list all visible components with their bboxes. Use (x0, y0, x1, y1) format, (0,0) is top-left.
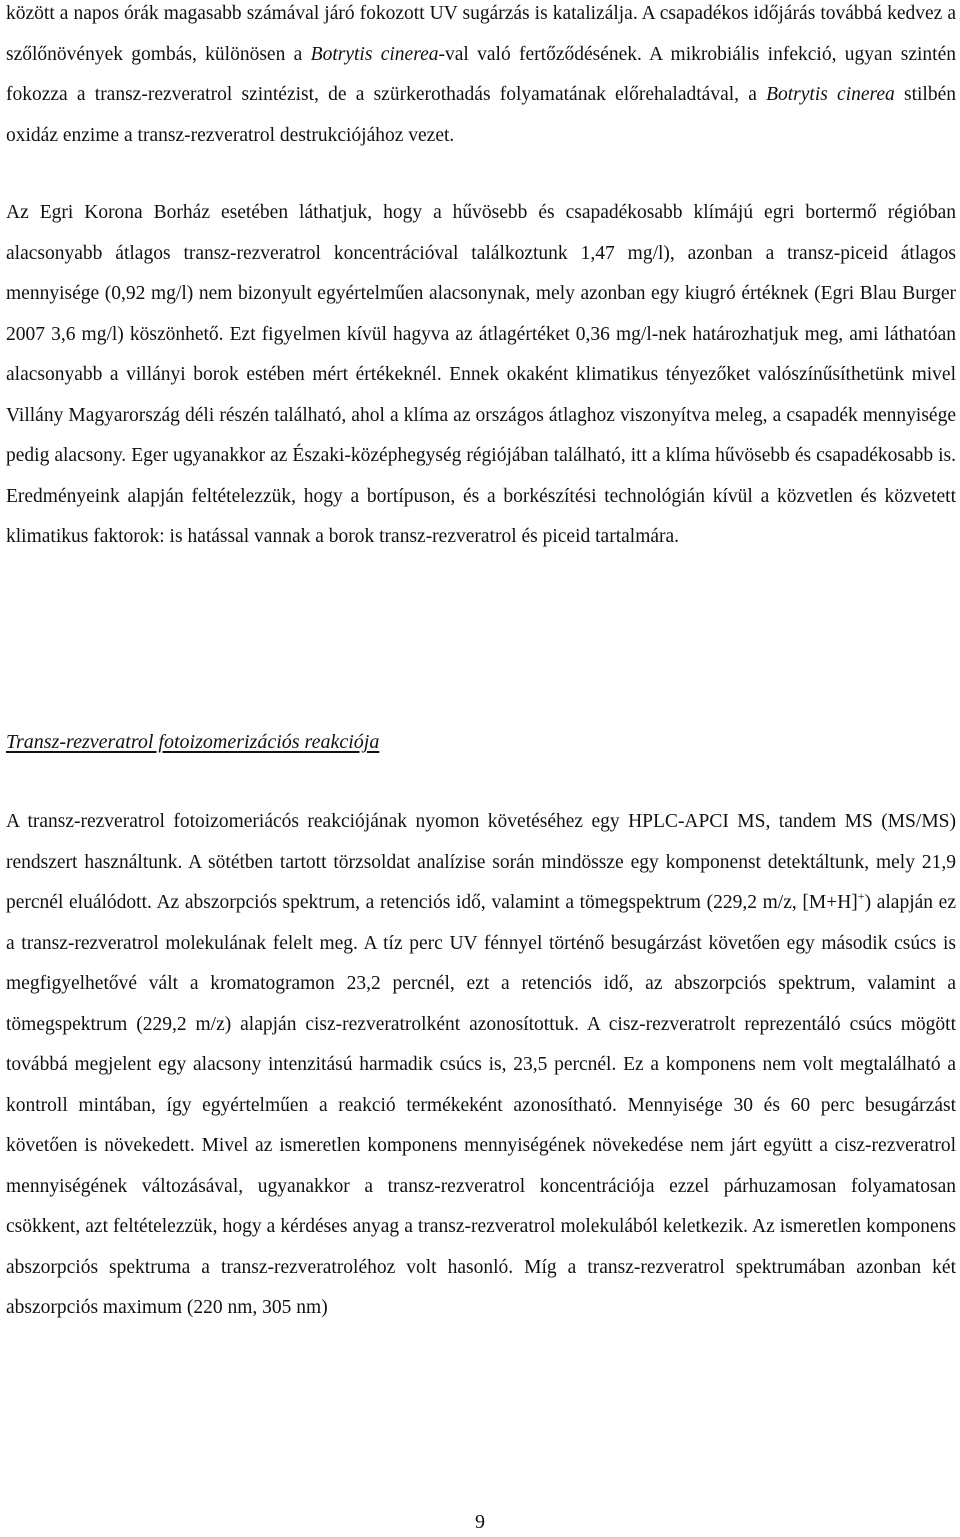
text-run: ) alapján ez a transz-rezveratrol molekulának felelt meg. A tíz perc UV fénnyel történő besugárzást követően egy második csúcs is megfigyelhetővé vált a kromatogramon 23,2 percnél, ezt a retenciós idő, az abszorpciós spektrum, valamint a tömegspektrum (229,2 m/z) alapján cisz-rezveratrolként azonosítottuk. A cisz-rezveratrolt reprezentáló csúcs mögött továbbá megjelent egy alacsony intenzitású harmadik csúcs is, 23,5 percnél. Ez a komponens nem volt megtalálható a kontroll mintában, így egyértelműen a reakció termékeként azonosítható. Mennyisége 30 és 60 perc besugárzást követően is növekedett. Mivel az ismeretlen komponens mennyiségének növekedése nem járt együtt a cisz-rezveratrol mennyiségének változásával, ugyanakkor a transz-rezveratrol koncentrációja ezzel párhuzamosan folyamatosan csökkent, azt feltételezzük, hogy a kérdéses anyag a transz-rezveratrol molekulából keletkezik. Az ismeretlen komponens abszorpciós spektruma a transz-rezveratroléhoz volt hasonló. Míg a transz-rezveratrol spektrumában azonban két abszorpciós maximum (220 nm, 305 nm) (6, 892, 956, 1318)
paragraph-uv-botrytis (6, 0, 956, 156)
species-name-italic: Botrytis cinerea (766, 84, 895, 105)
paragraph-photoisomerization (6, 802, 956, 1329)
page-number: 9 (475, 1511, 485, 1533)
text-run: A transz-rezveratrol fotoizomeriácós reakciójának nyomon követéséhez egy HPLC-APCI MS, tandem MS (MS/MS) rendszert használtunk. A sötétben tartott törzsoldat analízise során mindössze egy komponenst detektáltunk, mely 21,9 percnél eluálódott. Az abszorpciós spektrum, a retenciós idő, valamint a tömegspektrum (229,2 m/z, [M+H] (6, 811, 956, 913)
section-heading: Transz-rezveratrol fotoizomerizációs reakciója (6, 731, 380, 753)
text-run: stilbén oxidáz enzime a transz-rezveratrol destrukciójához vezet. (6, 84, 956, 146)
species-name-italic: Botrytis cinerea (310, 43, 439, 65)
text-run: között a napos órák magasabb számával járó fokozott UV sugárzás is katalizálja. A csapadékos időjárás továbbá kedvez a szőlőnövények gombás, különösen a (6, 3, 956, 65)
text-run: -val való fertőződésének. A mikrobiális infekció, ugyan szintén fokozza a transz-rezveratrol szintézist, de a szürkerothadás folyamatának előrehaladtával, a (6, 43, 956, 105)
paragraph-eger-villany: Az Egri Korona Borház esetében láthatjuk, hogy a hűvösebb és csapadékosabb klímájú egri bortermő régióban alacsonyabb átlagos transz-rezveratrol koncentrációval találkoztunk 1,47 mg/l), azonban a transz-piceid átlagos mennyisége (0,92 mg/l) nem bizonyult egyértelműen alacsonynak, mely azonban egy kiugró értéknek (Egri Blau Burger 2007 3,6 mg/l) köszönhető. Ezt figyelmen kívül hagyva az átlagértéket 0,36 mg/l-nek határozhatjuk meg, ami láthatóan alacsonyabb a villányi borok estében mért értékeknél. Ennek okaként klimatikus tényezőket valószínűsíthetünk mivel Villány Magyarország déli részén található, ahol a klíma az országos átlaghoz viszonyítva meleg, a csapadék mennyisége pedig alacsony. Eger ugyanakkor az Északi-középhegység régiójában található, itt a klíma hűvösebb és csapadékosabb is. Eredményeink alapján feltételezzük, hogy a bortípuson, és a borkészítési technológián kívül a közvetlen és közvetett klimatikus faktorok: is hatással vannak a borok transz-rezveratrol és piceid tartalmára. (6, 202, 956, 547)
superscript-plus: + (857, 889, 865, 903)
